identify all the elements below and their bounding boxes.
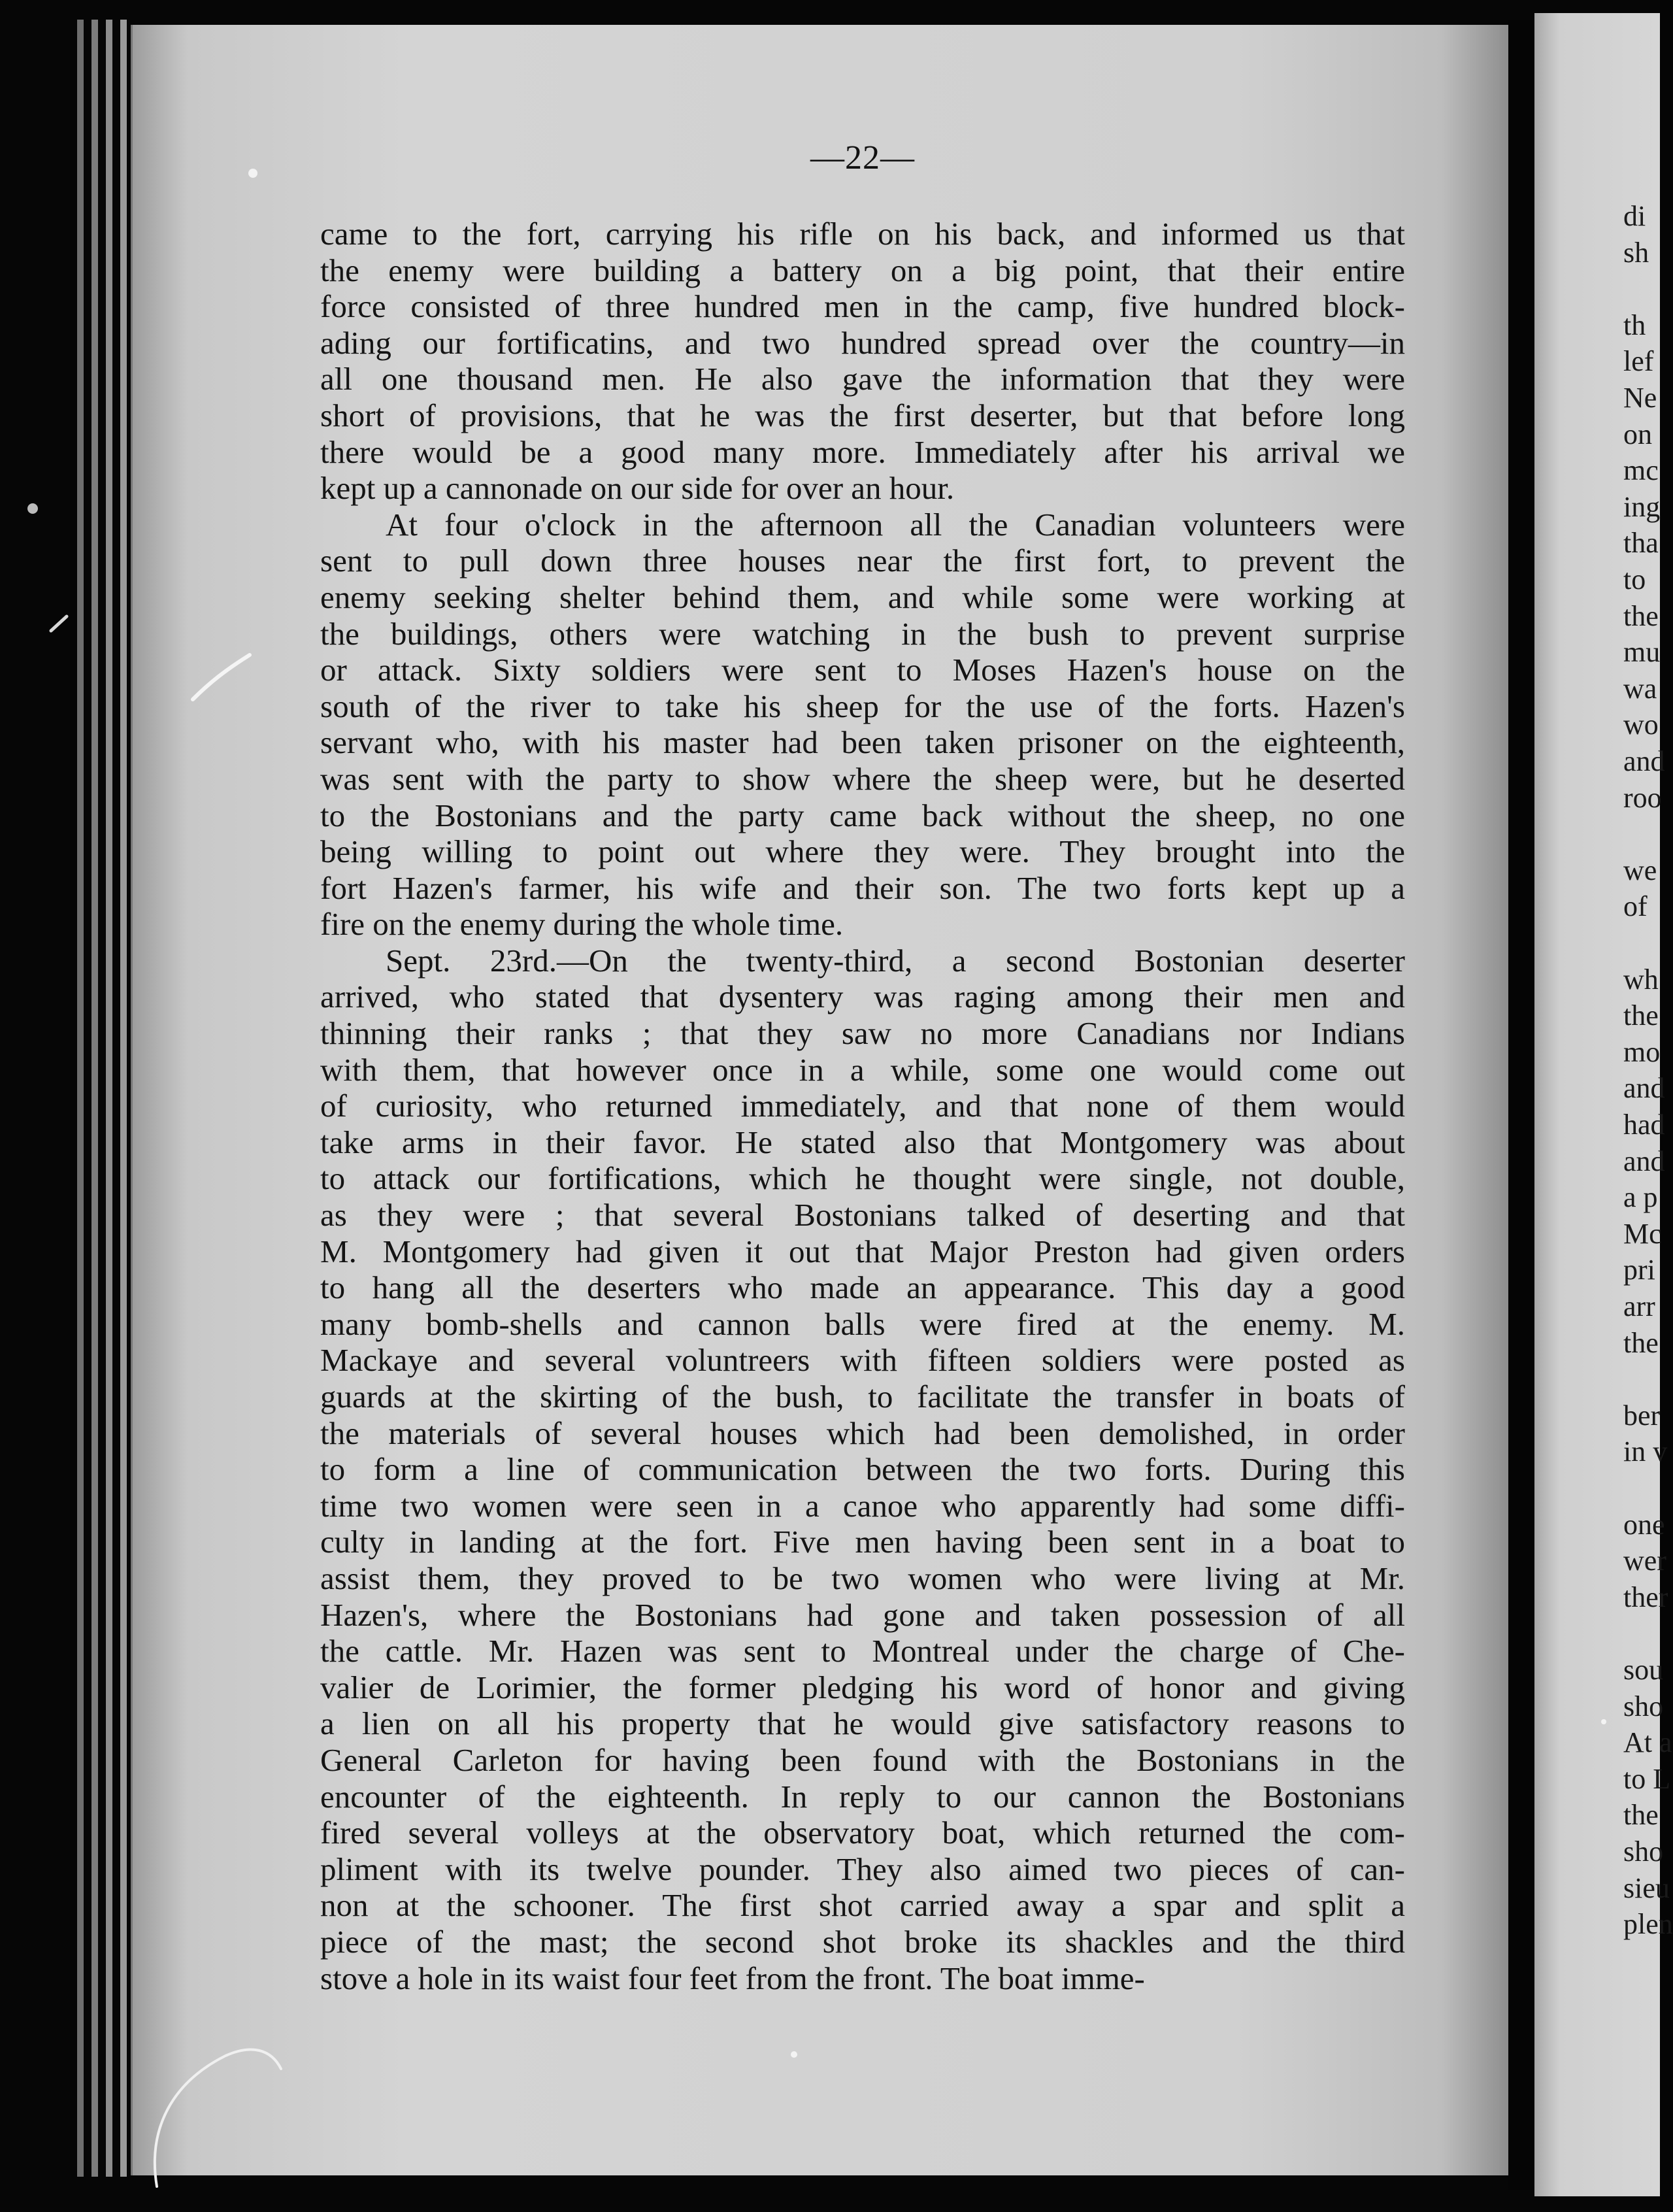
- adjacent-text-fragment: to L: [1623, 1762, 1671, 1795]
- scan-speck: [27, 503, 38, 514]
- text-line: or attack. Sixty soldiers were sent to Moses Hazen's house on the: [320, 652, 1405, 688]
- text-line: enemy seeking shelter behind them, and while some were working at: [320, 578, 1405, 615]
- page-text: [320, 216, 1405, 1996]
- adjacent-text-fragment: lef: [1623, 345, 1654, 378]
- scan-scratch: [190, 647, 255, 706]
- text-line: servant who, with his master had been taken prisoner on the eighteenth,: [320, 724, 1405, 761]
- text-line: M. Montgomery had given it out that Major Preston had given orders: [320, 1233, 1405, 1269]
- adjacent-text-fragment: and: [1623, 745, 1665, 777]
- adjacent-text-fragment: th: [1623, 309, 1646, 341]
- adjacent-text-fragment: Mc: [1623, 1217, 1662, 1250]
- text-line: the buildings, others were watching in the bush to prevent surprise: [320, 615, 1405, 652]
- text-line: fired several volleys at the observatory boat, which returned the com-: [320, 1815, 1405, 1851]
- text-line: valier de Lorimier, the former pledging his word of honor and giving: [320, 1669, 1405, 1705]
- book-gutter: [1508, 20, 1534, 2190]
- scan-scratch: [141, 2030, 291, 2200]
- adjacent-page-text: [1623, 199, 1673, 1997]
- adjacent-text-fragment: sou: [1623, 1654, 1664, 1686]
- text-line: the enemy were building a battery on a big point, that their entire: [320, 252, 1405, 288]
- text-line: Hazen's, where the Bostonians had gone and taken possession of all: [320, 1596, 1405, 1633]
- text-line: many bomb-shells and cannon balls were fired at the enemy. M.: [320, 1305, 1405, 1342]
- scan-speck: [791, 2051, 797, 2058]
- adjacent-text-fragment: tha: [1623, 527, 1659, 560]
- adjacent-text-fragment: di: [1623, 200, 1646, 232]
- adjacent-text-fragment: sho: [1623, 1835, 1664, 1868]
- text-line: all one thousand men. He also gave the information that they were: [320, 361, 1405, 397]
- text-line: thinning their ranks ; that they saw no more Canadians nor Indians: [320, 1015, 1405, 1052]
- adjacent-text-fragment: arr: [1623, 1290, 1655, 1322]
- text-line: to the Bostonians and the party came back without the sheep, no one: [320, 797, 1405, 833]
- adjacent-text-fragment: had: [1623, 1109, 1665, 1141]
- adjacent-text-fragment: of: [1623, 890, 1648, 923]
- adjacent-text-fragment: the: [1623, 1326, 1659, 1359]
- text-line: At four o'clock in the afternoon all the Canadian volunteers were: [386, 506, 1405, 543]
- text-line: assist them, they proved to be two women who were living at Mr.: [320, 1560, 1405, 1596]
- adjacent-text-fragment: the: [1623, 599, 1659, 632]
- text-line: to hang all the deserters who made an appearance. This day a good: [320, 1269, 1405, 1306]
- text-line: encounter of the eighteenth. In reply to our cannon the Bostonians: [320, 1778, 1405, 1815]
- adjacent-text-fragment: in v: [1623, 1435, 1668, 1468]
- adjacent-text-fragment: wh: [1623, 963, 1659, 996]
- adjacent-text-fragment: sh: [1623, 236, 1649, 269]
- text-line: guards at the skirting of the bush, to facilitate the transfer in boats of: [320, 1379, 1405, 1415]
- text-line: piece of the mast; the second shot broke its shackles and the third: [320, 1923, 1405, 1960]
- text-line: Sept. 23rd.—On the twenty-third, a second Bostonian deserter: [386, 942, 1405, 979]
- adjacent-text-fragment: ther: [1623, 1581, 1668, 1613]
- text-line: south of the river to take his sheep for the use of the forts. Hazen's: [320, 688, 1405, 724]
- adjacent-text-fragment: one: [1623, 1508, 1665, 1541]
- text-line: as they were ; that several Bostonians talked of deserting and that: [320, 1197, 1405, 1233]
- text-line: culty in landing at the fort. Five men having been sent in a boat to: [320, 1524, 1405, 1560]
- adjacent-text-fragment: wer: [1623, 1545, 1666, 1577]
- adjacent-text-fragment: plen: [1623, 1908, 1673, 1941]
- adjacent-text-fragment: At a: [1623, 1726, 1672, 1759]
- text-line: short of provisions, that he was the first deserter, but that before long: [320, 397, 1405, 433]
- text-line: the materials of several houses which had been demolished, in order: [320, 1415, 1405, 1451]
- adjacent-text-fragment: sho: [1623, 1690, 1664, 1722]
- text-line: kept up a cannonade on our side for over an hour.: [320, 470, 955, 507]
- adjacent-text-fragment: mc: [1623, 454, 1659, 487]
- scan-speck: [248, 169, 257, 178]
- adjacent-text-fragment: wo: [1623, 709, 1659, 741]
- adjacent-text-fragment: wa: [1623, 672, 1657, 705]
- adjacent-text-fragment: the: [1623, 999, 1659, 1032]
- text-line: there would be a good many more. Immediately after his arrival we: [320, 433, 1405, 470]
- text-line: ading our fortificatins, and two hundred spread over the country—in: [320, 324, 1405, 361]
- adjacent-text-fragment: roo: [1623, 781, 1662, 814]
- text-line: General Carleton for having been found with the Bostonians in the: [320, 1741, 1405, 1778]
- adjacent-text-fragment: we: [1623, 854, 1657, 886]
- text-line: fire on the enemy during the whole time.: [320, 906, 844, 943]
- text-line: pliment with its twelve pounder. They also aimed two pieces of can-: [320, 1851, 1405, 1887]
- text-line: sent to pull down three houses near the first fort, to prevent the: [320, 543, 1405, 579]
- adjacent-text-fragment: ber: [1623, 1399, 1661, 1432]
- adjacent-text-fragment: pri: [1623, 1254, 1655, 1286]
- text-line: time two women were seen in a canoe who apparently had some diffi-: [320, 1487, 1405, 1524]
- text-line: to form a line of communication between the two forts. During this: [320, 1451, 1405, 1488]
- text-line: was sent with the party to show where the sheep were, but he deserted: [320, 760, 1405, 797]
- text-line: stove a hole in its waist four feet from the front. The boat imme-: [320, 1960, 1145, 1996]
- text-line: the cattle. Mr. Hazen was sent to Montreal under the charge of Che-: [320, 1633, 1405, 1669]
- text-line: non at the schooner. The first shot carried away a spar and split a: [320, 1887, 1405, 1924]
- text-line: take arms in their favor. He stated also that Montgomery was about: [320, 1124, 1405, 1160]
- text-line: came to the fort, carrying his rifle on his back, and informed us that: [320, 216, 1405, 252]
- text-line: Mackaye and several voluntreers with fifteen soldiers were posted as: [320, 1342, 1405, 1379]
- adjacent-text-fragment: mo: [1623, 1035, 1661, 1068]
- scan-scratch: [46, 611, 72, 637]
- adjacent-text-fragment: sieu: [1623, 1871, 1670, 1904]
- text-line: force consisted of three hundred men in the camp, five hundred block-: [320, 288, 1405, 325]
- text-line: a lien on all his property that he would give satisfactory reasons to: [320, 1705, 1405, 1742]
- page-number: —22—: [810, 139, 915, 176]
- text-line: to attack our fortifications, which he thought were single, not double,: [320, 1160, 1405, 1197]
- adjacent-text-fragment: on: [1623, 418, 1652, 450]
- adjacent-text-fragment: to: [1623, 563, 1646, 595]
- text-line: fort Hazen's farmer, his wife and their son. The two forts kept up a: [320, 869, 1405, 906]
- adjacent-text-fragment: mu: [1623, 636, 1661, 669]
- text-line: arrived, who stated that dysentery was raging among their men and: [320, 979, 1405, 1015]
- adjacent-text-fragment: ing: [1623, 490, 1661, 523]
- adjacent-text-fragment: the: [1623, 1799, 1659, 1832]
- adjacent-text-fragment: and: [1623, 1072, 1665, 1105]
- adjacent-text-fragment: Ne: [1623, 382, 1657, 414]
- adjacent-text-fragment: and: [1623, 1145, 1665, 1177]
- text-line: with them, that however once in a while, some one would come out: [320, 1051, 1405, 1088]
- adjacent-text-fragment: a p: [1623, 1181, 1658, 1214]
- text-line: of curiosity, who returned immediately, and that none of them would: [320, 1088, 1405, 1124]
- text-line: being willing to point out where they were. They brought into the: [320, 833, 1405, 870]
- scan-speck: [1601, 1719, 1606, 1724]
